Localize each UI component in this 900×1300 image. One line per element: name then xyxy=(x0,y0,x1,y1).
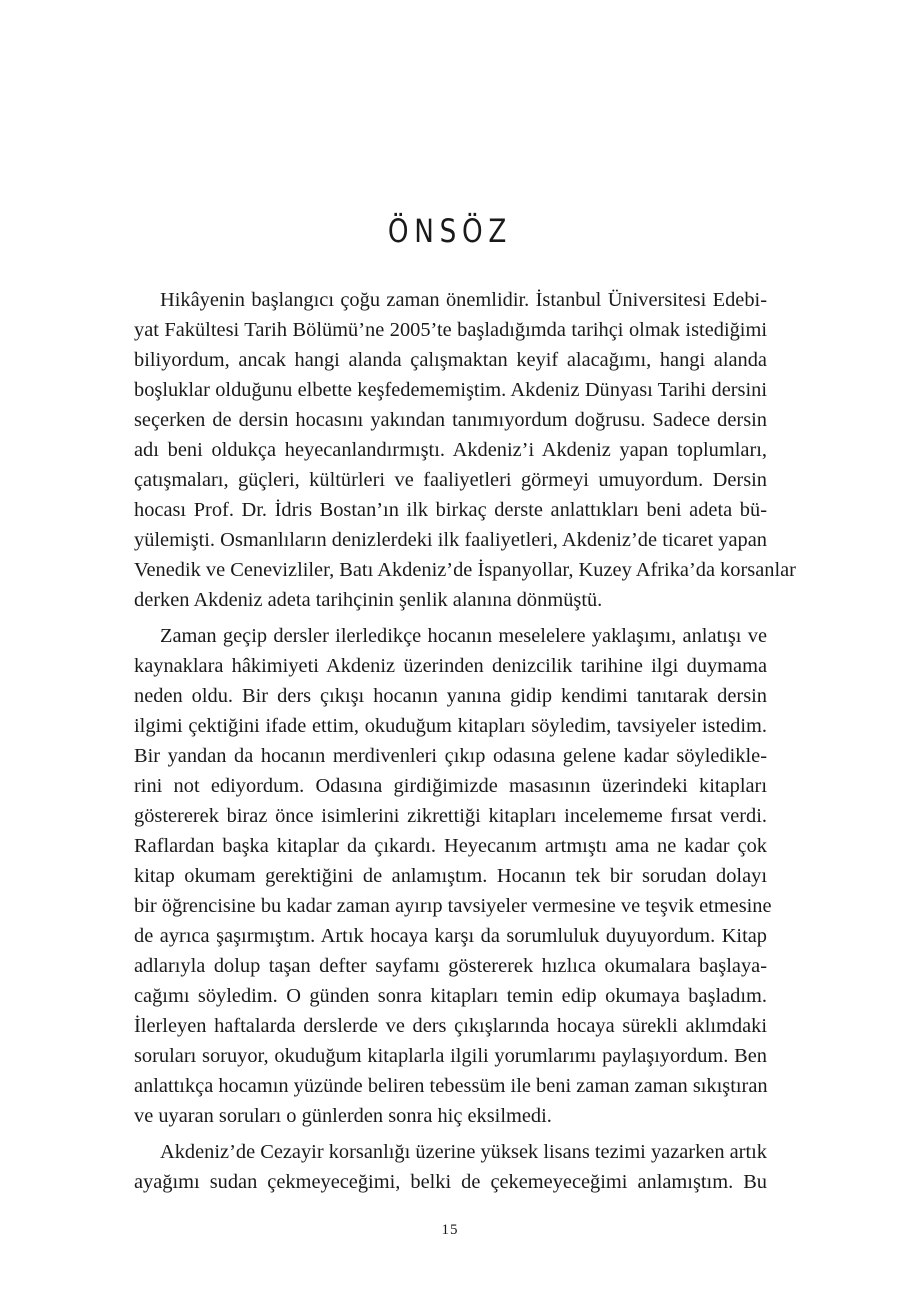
text-line: rini not ediyordum. Odasına girdiğimizde masasının üzerindeki kitapları xyxy=(134,775,767,797)
text-line: Akdeniz’de Cezayir korsanlığı üzerine yüksek lisans tezimi yazarken artık xyxy=(160,1141,767,1163)
text-line: anlattıkça hocamın yüzünde beliren tebessüm ile beni zaman zaman sıkıştıran xyxy=(134,1075,768,1097)
text-line: Bir yandan da hocanın merdivenleri çıkıp odasına gelene kadar söyledikle- xyxy=(134,745,767,767)
text-line: çatışmaları, güçleri, kültürleri ve faaliyetleri görmeyi umuyordum. Dersin xyxy=(134,469,767,491)
text-line: hocası Prof. Dr. İdris Bostan’ın ilk birkaç derste anlattıkları beni adeta bü- xyxy=(134,499,767,521)
page-number: 15 xyxy=(441,1222,459,1238)
text-line: seçerken de dersin hocasını yakından tanımıyordum doğrusu. Sadece dersin xyxy=(134,409,767,431)
text-line: Raflardan başka kitaplar da çıkardı. Heyecanım artmıştı ama ne kadar çok xyxy=(134,835,767,857)
body-text xyxy=(134,285,796,1203)
text-line: adı beni oldukça heyecanlandırmıştı. Akdeniz’i Akdeniz yapan toplumları, xyxy=(134,439,767,461)
text-line: yat Fakültesi Tarih Bölümü’ne 2005’te başladığımda tarihçi olmak istediğimi xyxy=(134,319,767,341)
text-line: yülemişti. Osmanlıların denizlerdeki ilk faaliyetleri, Akdeniz’de ticaret yapan xyxy=(134,529,767,551)
text-line: Venedik ve Cenevizliler, Batı Akdeniz’de İspanyollar, Kuzey Afrika’da korsanlar xyxy=(134,559,796,581)
text-line: de ayrıca şaşırmıştım. Artık hocaya karşı da sorumluluk duyuyordum. Kitap xyxy=(134,925,767,947)
text-line: derken Akdeniz adeta tarihçinin şenlik alanına dönmüştü. xyxy=(134,589,603,611)
text-line: kaynaklara hâkimiyeti Akdeniz üzerinden denizcilik tarihine ilgi duymama xyxy=(134,655,767,677)
text-line: ve uyaran soruları o günlerden sonra hiç eksilmedi. xyxy=(134,1105,552,1127)
text-line: Hikâyenin başlangıcı çoğu zaman önemlidir. İstanbul Üniversitesi Edebi- xyxy=(160,289,767,311)
text-line: İlerleyen haftalarda derslerde ve ders çıkışlarında hocaya sürekli aklımdaki xyxy=(134,1015,767,1037)
text-line: adlarıyla dolup taşan defter sayfamı göstererek hızlıca okumalara başlaya- xyxy=(134,955,767,977)
text-line: bir öğrencisine bu kadar zaman ayırıp tavsiyeler vermesine ve teşvik etmesine xyxy=(134,895,772,917)
text-line: cağımı söyledim. O günden sonra kitapları temin edip okumaya başladım. xyxy=(134,985,767,1007)
text-line: soruları soruyor, okuduğum kitaplarla ilgili yorumlarımı paylaşıyordum. Ben xyxy=(134,1045,767,1067)
paragraph xyxy=(134,621,772,1131)
text-line: kitap okumam gerektiğini de anlamıştım. Hocanın tek bir sorudan dolayı xyxy=(134,865,767,887)
paragraph xyxy=(134,1137,767,1197)
text-line: Zaman geçip dersler ilerledikçe hocanın meselelere yaklaşımı, anlatışı ve xyxy=(160,625,767,647)
paragraph xyxy=(134,285,796,615)
text-line: göstererek biraz önce isimlerini zikrettiği kitapları incelememe fırsat verdi. xyxy=(134,805,767,827)
chapter-title: ÖNSÖZ xyxy=(387,212,513,250)
text-line: ilgimi çektiğini ifade ettim, okuduğum kitapları söyledim, tavsiyeler istedim. xyxy=(134,715,767,737)
text-line: neden oldu. Bir ders çıkışı hocanın yanına gidip kendimi tanıtarak dersin xyxy=(134,685,767,707)
text-line: ayağımı sudan çekmeyeceğimi, belki de çekemeyeceğimi anlamıştım. Bu xyxy=(134,1171,767,1193)
text-line: boşluklar olduğunu elbette keşfedememiştim. Akdeniz Dünyası Tarihi dersini xyxy=(134,379,767,401)
text-line: biliyordum, ancak hangi alanda çalışmaktan keyif alacağımı, hangi alanda xyxy=(134,349,767,371)
